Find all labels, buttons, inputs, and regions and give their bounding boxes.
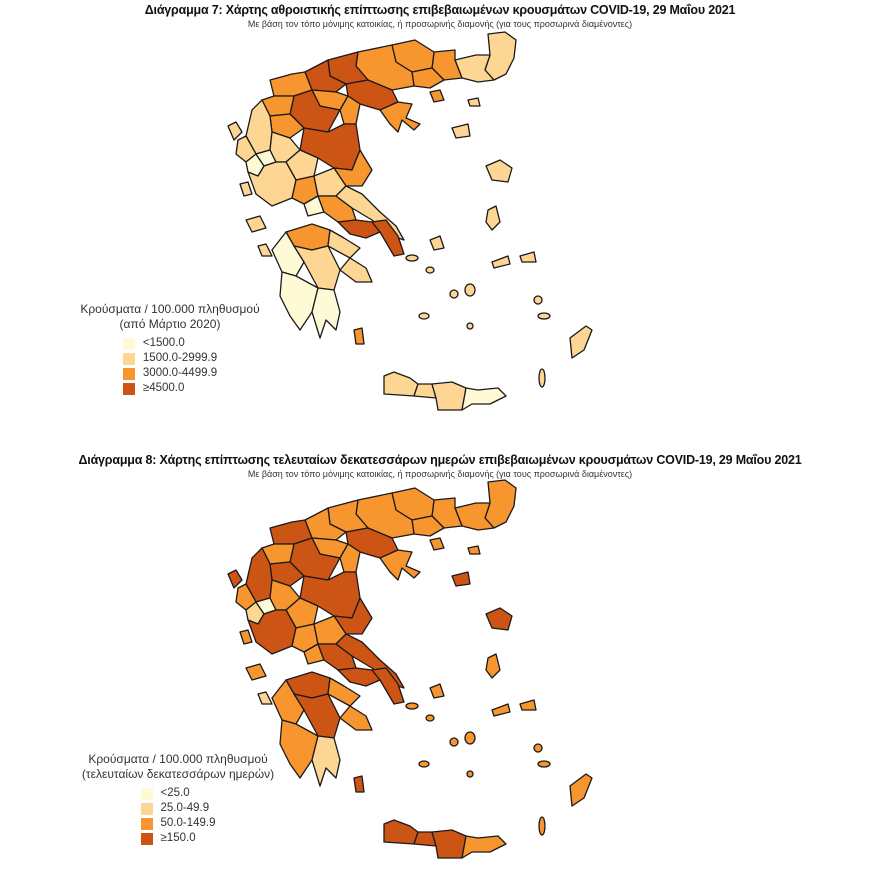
map1-legend-heading-line2: (από Μάρτιο 2020) <box>119 317 221 331</box>
legend-label: <1500.0 <box>142 337 185 349</box>
island-naxos <box>465 732 475 744</box>
island-paros <box>450 738 458 746</box>
island-andros <box>406 255 418 261</box>
region-irakleio <box>432 830 466 858</box>
legend-label: 3000.0-4499.9 <box>142 367 218 379</box>
map2-subtitle: Με βάση τον τόπο μόνιμης κατοικίας, ή προσωρινής διαμονής (για τους προσωρινά διαμένοντες) <box>247 469 633 479</box>
region-chania <box>384 372 418 396</box>
region-lakonia <box>312 736 340 786</box>
island-kos <box>538 761 550 767</box>
region-samos <box>520 700 536 710</box>
island-kalymnos <box>534 744 542 752</box>
map2-legend-item <box>141 786 216 801</box>
legend-swatch <box>141 788 153 800</box>
island-paros <box>450 290 458 298</box>
island-tinos <box>426 715 434 721</box>
region-messinia <box>280 272 318 330</box>
island-kalymnos <box>534 296 542 304</box>
region-chania <box>384 820 418 844</box>
region-zakynthos <box>258 244 272 256</box>
region-skyros <box>430 236 444 250</box>
region-lefkada <box>240 182 252 196</box>
region-argolida <box>340 706 372 730</box>
map1-legend-item <box>123 351 217 366</box>
map1-legend <box>55 302 285 399</box>
region-lesvos <box>486 160 512 182</box>
region-kythira <box>354 776 364 792</box>
map1-legend-heading-line1: Κρούσματα / 100.000 πληθυσμού <box>80 302 260 316</box>
region-thasos <box>430 538 444 550</box>
region-rodos <box>570 326 592 358</box>
region-lasithi <box>462 388 506 410</box>
legend-swatch <box>123 338 135 350</box>
map1-legend-item <box>123 336 217 351</box>
legend-label: <25.0 <box>160 787 190 799</box>
map2-legend-item <box>141 831 216 846</box>
region-chios <box>486 654 500 678</box>
legend-label: ≥150.0 <box>160 832 196 844</box>
region-samothraki <box>468 98 480 106</box>
island-milos <box>419 761 429 767</box>
map2-legend <box>63 752 293 849</box>
region-kefalonia <box>246 664 266 680</box>
region-skyros <box>430 684 444 698</box>
region-argolida <box>340 258 372 282</box>
legend-label: 1500.0-2999.9 <box>142 352 218 364</box>
map2-legend-item <box>141 801 216 816</box>
island-tinos <box>426 267 434 273</box>
island-santorini <box>467 323 473 329</box>
legend-label: 25.0-49.9 <box>160 802 210 814</box>
region-thasos <box>430 90 444 102</box>
region-kerkyra <box>228 570 242 588</box>
region-lakonia <box>312 288 340 338</box>
island-karpathos <box>539 369 545 387</box>
island-naxos <box>465 284 475 296</box>
region-irakleio <box>432 382 466 410</box>
region-samothraki <box>468 546 480 554</box>
region-samos <box>520 252 536 262</box>
region-limnos <box>452 572 470 586</box>
map2-title: Διάγραμμα 8: Χάρτης επίπτωσης τελευταίων δεκατεσσάρων ημερών επιβεβαιωμένων κρουσμάτων COVID-19, 29 Μαΐου 2021 <box>78 453 802 467</box>
map2-legend-item <box>141 816 216 831</box>
region-chios <box>486 206 500 230</box>
map1-legend-item <box>123 381 217 396</box>
region-rodos <box>570 774 592 806</box>
island-santorini <box>467 771 473 777</box>
legend-swatch <box>123 368 135 380</box>
legend-swatch <box>123 353 135 365</box>
legend-swatch <box>141 833 153 845</box>
legend-swatch <box>141 818 153 830</box>
region-kerkyra <box>228 122 242 140</box>
map1-title: Διάγραμμα 7: Χάρτης αθροιστικής επίπτωσης επιβεβαιωμένων κρουσμάτων COVID-19, 29 Μαΐου 2021 <box>144 3 736 17</box>
region-attiki-east <box>372 220 404 256</box>
region-ikaria <box>492 256 510 268</box>
legend-label: 50.0-149.9 <box>160 817 216 829</box>
legend-label: ≥4500.0 <box>142 382 185 394</box>
region-ikaria <box>492 704 510 716</box>
region-zakynthos <box>258 692 272 704</box>
region-lasithi <box>462 836 506 858</box>
map1-subtitle: Με βάση τον τόπο μόνιμης κατοικίας, ή προσωρινής διαμονής (για τους προσωρινά διαμένοντες) <box>247 19 633 29</box>
region-kythira <box>354 328 364 344</box>
legend-swatch <box>123 383 135 395</box>
region-attiki-east <box>372 668 404 704</box>
map2-legend-heading-line2: (τελευταίων δεκατεσσάρων ημερών) <box>81 767 275 781</box>
region-lefkada <box>240 630 252 644</box>
region-lesvos <box>486 608 512 630</box>
island-milos <box>419 313 429 319</box>
island-karpathos <box>539 817 545 835</box>
map2-legend-heading-line1: Κρούσματα / 100.000 πληθυσμού <box>88 752 268 766</box>
island-andros <box>406 703 418 709</box>
map1-legend-item <box>123 366 217 381</box>
region-limnos <box>452 124 470 138</box>
region-kefalonia <box>246 216 266 232</box>
legend-swatch <box>141 803 153 815</box>
island-kos <box>538 313 550 319</box>
